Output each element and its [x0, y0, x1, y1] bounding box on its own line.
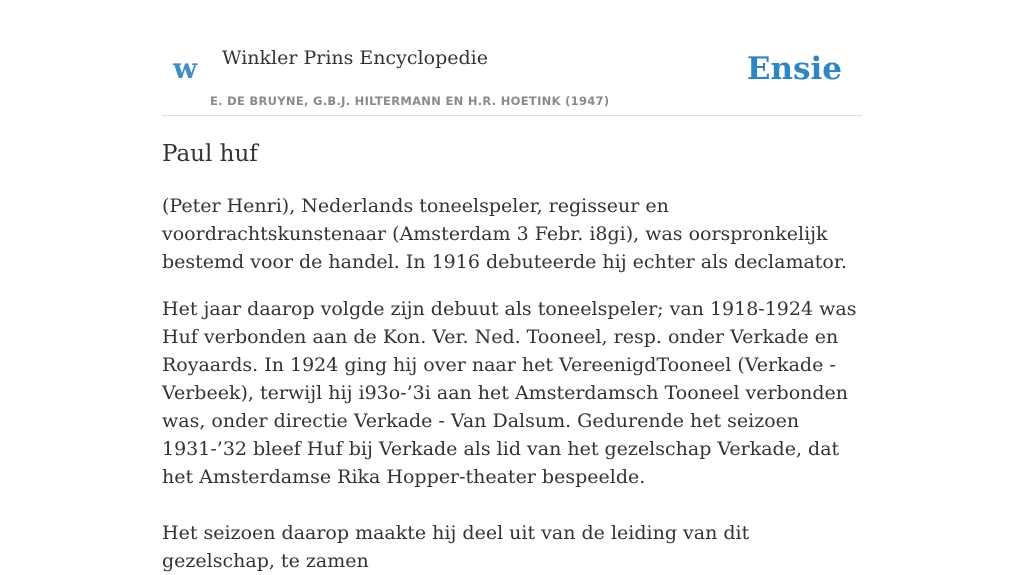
- article-paragraph: (Peter Henri), Nederlands toneelspeler, regisseur en voordrachtskunstenaar (Amsterdam 3 Febr. i8gi), was oorspronkelijk bestemd voor de handel. In 1916 debuteerde hij echter als declamator.: [162, 195, 847, 273]
- authors-byline: E. DE BRUYNE, G.B.J. HILTERMANN EN H.R. HOETINK (1947): [210, 94, 610, 108]
- source-title[interactable]: Winkler Prins Encyclopedie: [222, 47, 488, 69]
- logo-w-icon[interactable]: w: [173, 52, 198, 85]
- article-paragraph: Het seizoen daarop maakte hij deel uit van de leiding van dit gezelschap, te zamen: [162, 522, 750, 572]
- article-title: Paul huf: [162, 141, 258, 167]
- article-body: [162, 192, 862, 575]
- ensie-brand-link[interactable]: Ensie: [746, 51, 842, 87]
- header-divider: [162, 115, 862, 116]
- article-paragraph: Het jaar daarop volgde zijn debuut als toneelspeler; van 1918-1924 was Huf verbonden aan de Kon. Ver. Ned. Tooneel, resp. onder Verkade en Royaards. In 1924 ging hij over naar het VereenigdTooneel (Verkade -Verbeek), terwijl hij i93o-’3i aan het Amsterdamsch Tooneel verbonden was, onder directie Verkade - Van Dalsum. Gedurende het seizoen 1931-’32 bleef Huf bij Verkade als lid van het gezelschap Verkade, dat het Amsterdamse Rika Hopper-theater bespeelde.: [162, 298, 857, 488]
